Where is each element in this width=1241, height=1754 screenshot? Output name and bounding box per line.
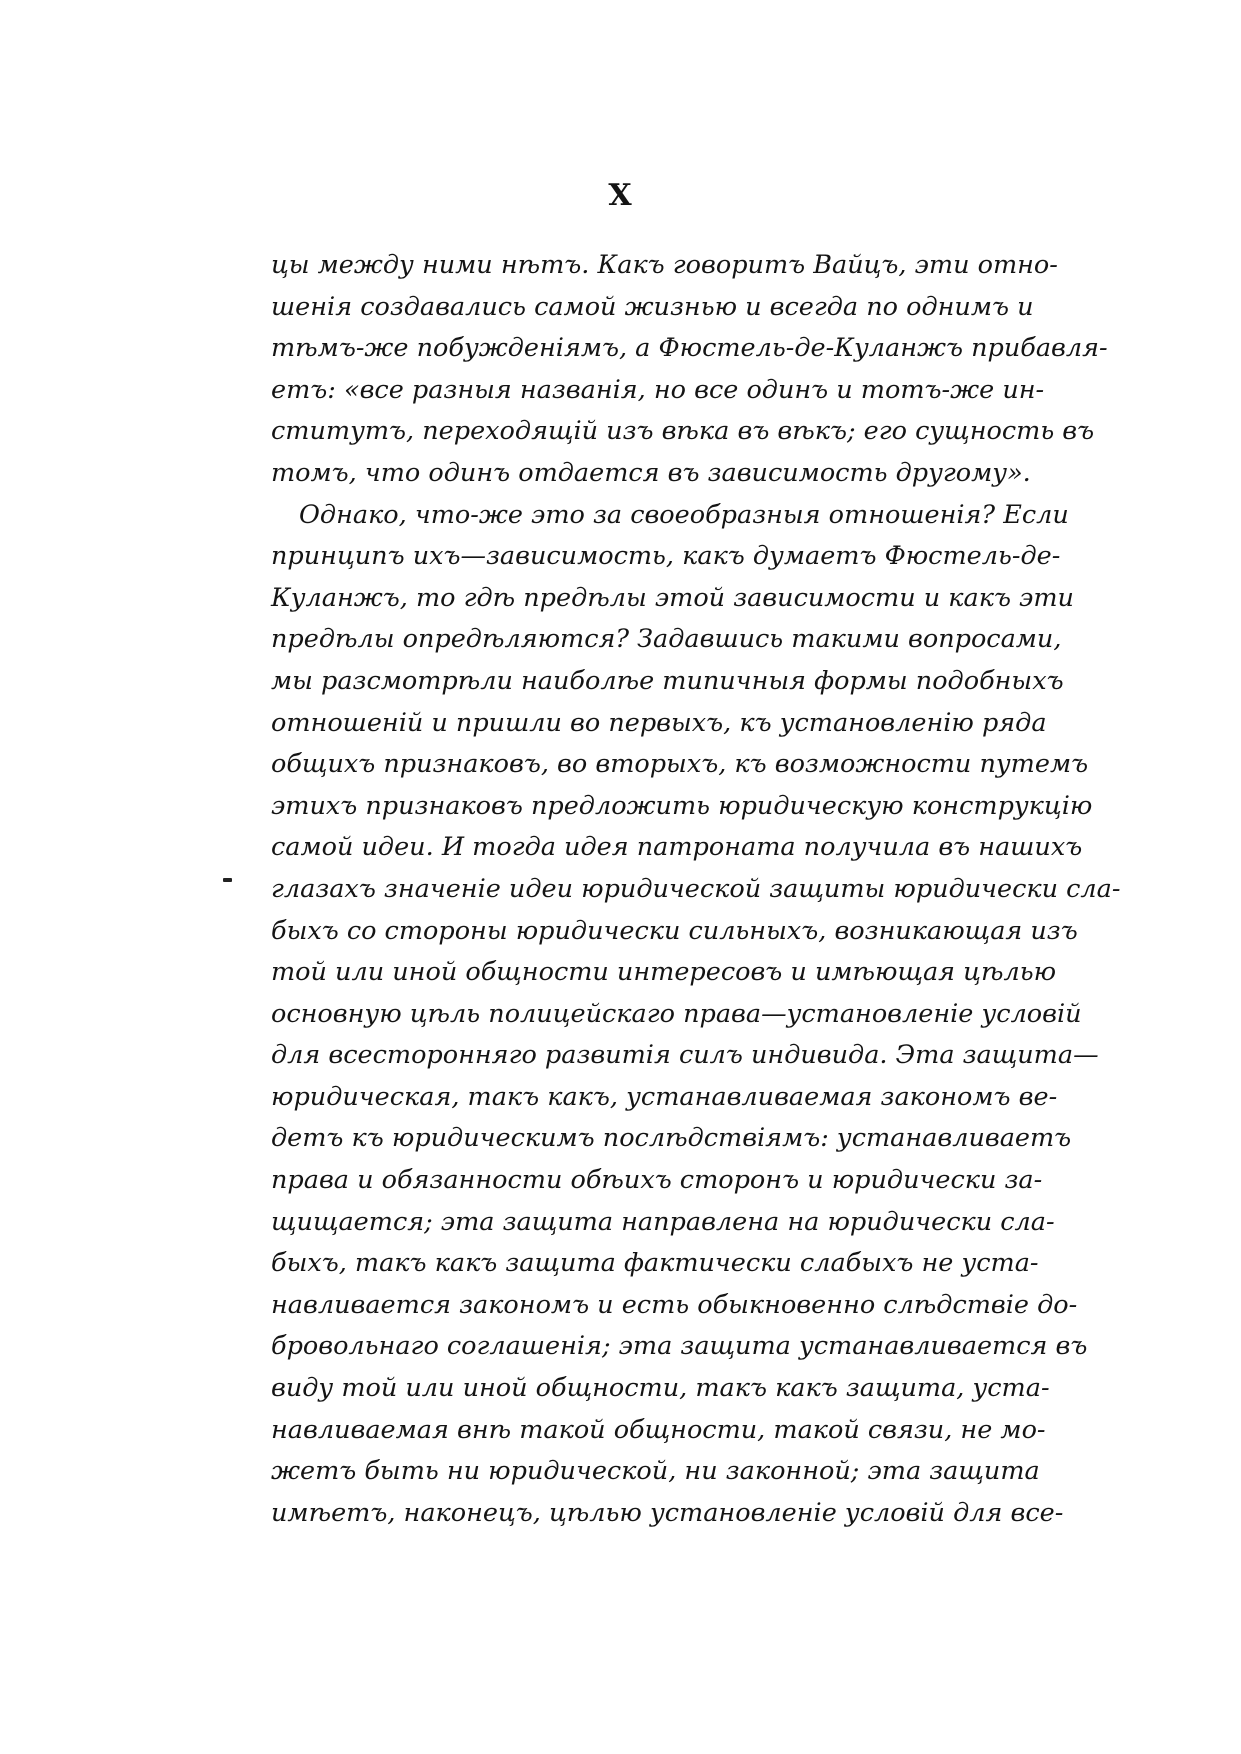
text-line: цы между ними нѣтъ. Какъ говоритъ Вайцъ, эти отно- bbox=[271, 250, 1058, 280]
text-line: детъ къ юридическимъ послѣдствіямъ: устанавливаетъ bbox=[271, 1123, 1072, 1154]
text-line: отношеній и пришли во первыхъ, къ установленію ряда bbox=[271, 707, 1047, 738]
text-line: Куланжъ, то гдѣ предѣлы этой зависимости и какъ эти bbox=[271, 582, 1074, 613]
text-line: этихъ признаковъ предложить юридическую конструкцію bbox=[271, 790, 1093, 821]
text-line: етъ: «все разныя названія, но все одинъ и тотъ-же ин- bbox=[271, 374, 1045, 405]
text-line: имѣетъ, наконецъ, цѣлью установленіе условій для все- bbox=[271, 1497, 1064, 1528]
text-line: тѣмъ-же побужденіямъ, а Фюстель-де-Куланжъ прибавля- bbox=[271, 333, 1108, 364]
text-line: мы разсмотрѣли наиболѣе типичныя формы подобныхъ bbox=[271, 665, 1064, 696]
page-number: X bbox=[608, 178, 633, 213]
text-line: основную цѣль полицейскаго права—установленіе условій bbox=[271, 998, 1082, 1029]
text-line: виду той или иной общности, такъ какъ защита, уста- bbox=[271, 1373, 1050, 1404]
text-line: юридическая, такъ какъ, устанавливаемая закономъ ве- bbox=[271, 1081, 1058, 1112]
text-line: Однако, что-же это за своеобразныя отношенія? Если bbox=[299, 499, 1069, 530]
text-line: бровольнаго соглашенія; эта защита устанавливается въ bbox=[271, 1331, 1088, 1362]
text-line: навливается закономъ и есть обыкновенно слѣдствіе до- bbox=[271, 1289, 1078, 1320]
text-line: принципъ ихъ—зависимость, какъ думаетъ Фюстель-де- bbox=[271, 541, 1061, 572]
text-line: быхъ, такъ какъ защита фактически слабыхъ не уста- bbox=[271, 1248, 1039, 1279]
body-text bbox=[271, 245, 1121, 1534]
text-line: жетъ быть ни юридической, ни законной; эта защита bbox=[271, 1456, 1040, 1487]
text-line: щищается; эта защита направлена на юридически сла- bbox=[271, 1206, 1055, 1237]
margin-mark bbox=[223, 878, 232, 882]
text-line: предѣлы опредѣляются? Задавшись такими вопросами, bbox=[271, 624, 1062, 655]
text-line: шенія создавались самой жизнью и всегда по однимъ и bbox=[271, 291, 1034, 322]
text-line: самой идеи. И тогда идея патроната получила въ нашихъ bbox=[271, 832, 1083, 863]
text-line: той или иной общности интересовъ и имѣющая цѣлью bbox=[271, 957, 1057, 988]
text-line: томъ, что одинъ отдается въ зависимость другому». bbox=[271, 457, 1031, 488]
text-line: общихъ признаковъ, во вторыхъ, къ возможности путемъ bbox=[271, 749, 1089, 780]
text-line: глазахъ значеніе идеи юридической защиты юридически сла- bbox=[271, 873, 1121, 904]
text-line: навливаемая внѣ такой общности, такой связи, не мо- bbox=[271, 1414, 1046, 1445]
text-line: для всесторонняго развитія силъ индивида. Эта защита— bbox=[271, 1040, 1099, 1071]
text-line: быхъ со стороны юридически сильныхъ, возникающая изъ bbox=[271, 915, 1078, 946]
text-line: права и обязанности обѣихъ сторонъ и юридически за- bbox=[271, 1165, 1043, 1196]
text-line: ститутъ, переходящій изъ вѣка въ вѣкъ; его сущность въ bbox=[271, 416, 1095, 447]
